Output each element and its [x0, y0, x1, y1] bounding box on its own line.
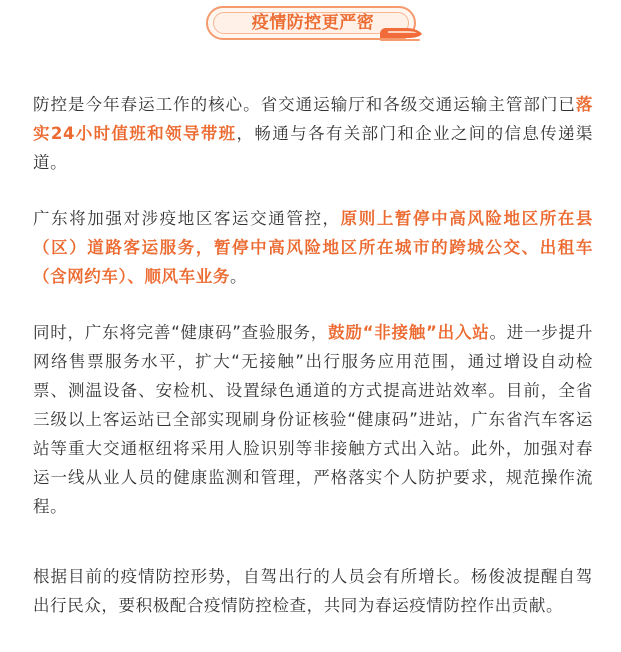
high-speed-train-icon: [378, 24, 424, 42]
paragraph-transport-control: [33, 204, 593, 291]
section-title: 疫情防控更严密: [251, 13, 375, 33]
paragraph-health-code: [33, 318, 593, 521]
paragraph-self-driving: [33, 562, 593, 620]
highlight-segment: 落实24小时值班和领导带班: [33, 95, 593, 143]
text-segment: 。: [229, 267, 248, 286]
text-segment: 广东将加强对涉疫地区客运交通管控，: [33, 209, 341, 228]
text-segment: 。进一步提升网络售票服务水平，扩大“无接触”出行服务应用范围，通过增设自动检票、测温设备、安检机、设置绿色通道的方式提高进站效率。目前，全省三级以上客运站已全部实现刷身份证核验“健康码”进站，广东省汽车客运站等重大交通枢纽将采用人脸识别等非接触方式出入站。此外，加强对春运一线从业人员的健康监测和管理，严格落实个人防护要求，规范操作流程。: [33, 323, 593, 516]
highlight-segment: 鼓励“非接触”出入站: [328, 323, 490, 342]
paragraph-staffing: [33, 90, 593, 177]
highlight-segment: 原则上暂停中高风险地区所在县（区）道路客运服务，暂停中高风险地区所在城市的跨城公交、出租车（含网约车）、顺风车业务: [33, 209, 593, 286]
text-segment: 防控是今年春运工作的核心。省交通运输厅和各级交通运输主管部门已: [33, 95, 576, 114]
text-segment: 同时，广东将完善“健康码”查验服务，: [33, 323, 329, 342]
section-header: [206, 6, 422, 44]
text-segment: ，畅通与各有关部门和企业之间的信息传递渠道。: [33, 124, 594, 172]
text-segment: 根据目前的疫情防控形势，自驾出行的人员会有所增长。杨俊波提醒自驾出行民众，要积极配合疫情防控检查，共同为春运疫情防控作出贡献。: [33, 567, 593, 615]
